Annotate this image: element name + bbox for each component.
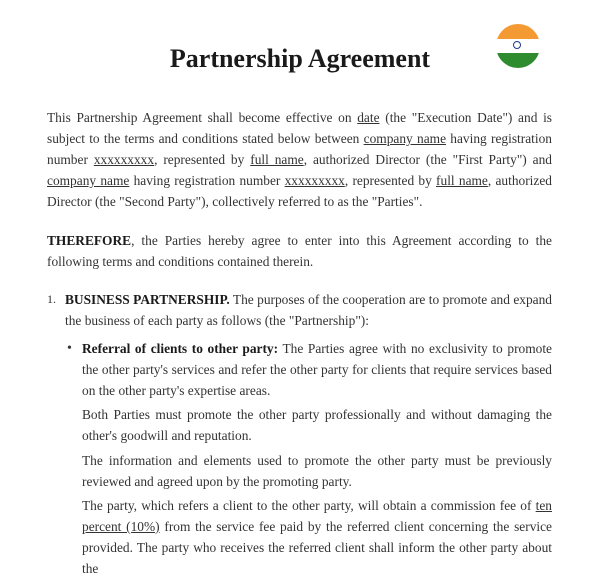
text-segment: , authorized Director (the "Second Party"), collectively referred to as the "Parties". <box>47 173 552 209</box>
ashoka-chakra-icon <box>513 41 521 49</box>
text-segment: , the Parties hereby agree to enter into this Agreement according to the following terms and conditions contained therein. <box>47 233 552 269</box>
bold-heading: THEREFORE <box>47 233 132 248</box>
india-flag-icon <box>496 24 540 68</box>
text-segment: This Partnership Agreement shall become effective on <box>47 110 358 125</box>
text-segment: Both Parties must promote the other party professionally and without damaging the other's goodwill and reputation. <box>82 407 552 443</box>
section-business-partnership <box>65 289 552 331</box>
bold-heading: Referral of clients to other party: <box>82 341 279 356</box>
text-segment: (the "Execution Date") and is subject to the terms and conditions stated below between <box>47 110 552 146</box>
placeholder-field: company name <box>47 173 130 188</box>
text-segment: having registration number <box>47 131 552 167</box>
text-segment: from the service fee paid by the referred client concerning the service provided. The party who receives the referred client shall inform the other party about the <box>82 519 552 576</box>
text-segment: , authorized Director (the "First Party") and <box>303 152 552 167</box>
text-segment: The information and elements used to promote the other party must be previously reviewed and agreed upon by the promoting party. <box>82 453 552 489</box>
text-segment: The party, which refers a client to the other party, will obtain a commission fee of <box>82 498 536 513</box>
document-title: Partnership Agreement <box>169 44 431 73</box>
bullet-icon: • <box>67 341 72 356</box>
text-segment: , represented by <box>154 152 251 167</box>
placeholder-field: xxxxxxxxx <box>284 173 345 188</box>
flag-saffron-band <box>496 24 540 39</box>
placeholder-field: date <box>357 110 380 125</box>
bold-heading: BUSINESS PARTNERSHIP. <box>65 292 230 307</box>
placeholder-field: full name <box>250 152 304 167</box>
paragraph-both-parties <box>82 404 552 446</box>
placeholder-field: xxxxxxxxx <box>93 152 155 167</box>
paragraph-intro <box>47 107 552 212</box>
section-number: 1. <box>47 292 56 306</box>
text-segment: , represented by <box>344 173 437 188</box>
bullet-referral <box>82 338 552 401</box>
placeholder-field: company name <box>363 131 447 146</box>
text-segment: The Parties agree with no exclusivity to promote the other party's services and refer the other party for clients that require services based on the other party's expertise areas. <box>82 341 552 398</box>
text-segment: having registration number <box>129 173 285 188</box>
paragraph-commission <box>82 495 552 579</box>
paragraph-information <box>82 450 552 492</box>
placeholder-field: full name <box>436 173 488 188</box>
paragraph-therefore <box>47 230 552 272</box>
text-segment: The purposes of the cooperation are to promote and expand the business of each party as follows (the "Partnership"): <box>65 292 552 328</box>
placeholder-field: ten percent (10%) <box>82 498 552 534</box>
